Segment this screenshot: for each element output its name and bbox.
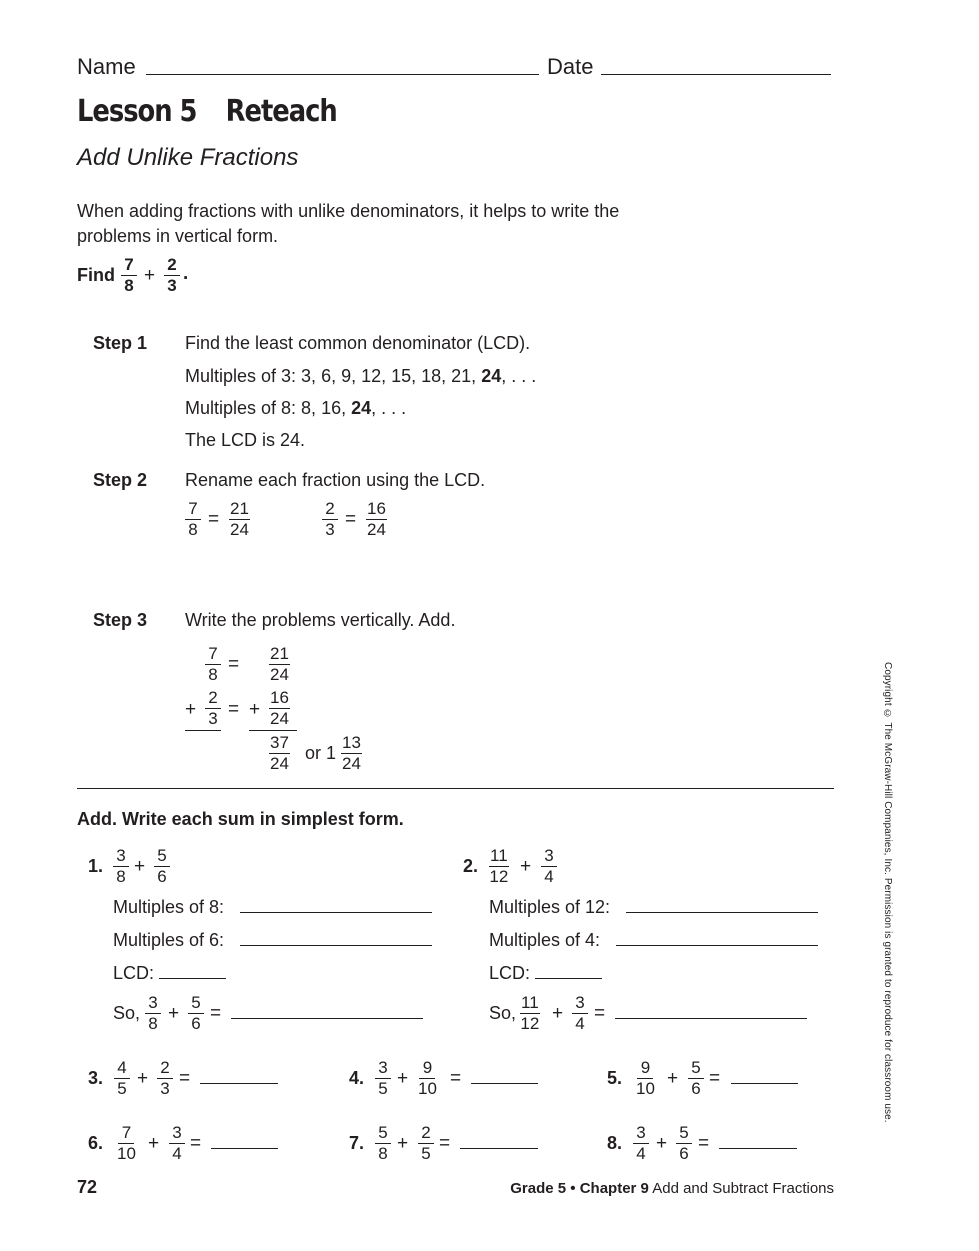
p1-fraction-b: $\frac{5}{6}$ <box>154 847 170 886</box>
p4-fraction-a: $\frac{3}{5}$ <box>375 1059 391 1098</box>
date-label: Date <box>547 54 594 79</box>
find-plus: + <box>144 265 156 286</box>
p1-so-fraction-a: $\frac{3}{8}$ <box>145 994 161 1033</box>
problem-7-number: 7. <box>349 1133 365 1153</box>
step2-fraction-21-24: $\frac{21}{24}$ <box>230 499 249 539</box>
p2-lcd-label: LCD: <box>489 963 531 983</box>
step3-fraction-7-8: $\frac{7}{8}$ <box>205 645 221 684</box>
p3-answer-field[interactable] <box>200 1083 278 1084</box>
find-fraction-2-3: $\frac{2}{3}$ <box>164 256 180 295</box>
step2-fraction-16-24: $\frac{16}{24}$ <box>367 499 386 539</box>
p1-plus: + <box>134 856 146 877</box>
sum-line-left <box>185 730 221 731</box>
p3-plus: + <box>137 1068 149 1089</box>
step3-fraction-13-24: $\frac{13}{24}$ <box>342 733 361 773</box>
p3-equals: = <box>179 1068 191 1089</box>
p7-fraction-a: $\frac{5}{8}$ <box>375 1124 391 1163</box>
section-divider <box>77 788 834 789</box>
p5-fraction-b: $\frac{5}{6}$ <box>688 1059 704 1098</box>
p5-plus: + <box>667 1068 679 1089</box>
p5-answer-field[interactable] <box>731 1083 798 1084</box>
p2-answer-field[interactable] <box>615 1018 807 1019</box>
p7-fraction-b: $\frac{2}{5}$ <box>418 1124 434 1163</box>
step3-or-1: or 1 <box>305 743 337 763</box>
p4-plus: + <box>397 1068 409 1089</box>
step3-fraction-2-3: $\frac{2}{3}$ <box>205 689 221 728</box>
p2-multiples-12-label: Multiples of 12: <box>489 897 611 917</box>
p2-so-fraction-a: $\frac{11}{12}$ <box>520 993 540 1033</box>
p1-multiples-6-label: Multiples of 6: <box>113 930 225 950</box>
p8-plus: + <box>656 1133 668 1154</box>
reteach-label: Reteach <box>225 94 337 129</box>
p7-plus: + <box>397 1133 409 1154</box>
p2-so-fraction-b: $\frac{3}{4}$ <box>572 994 588 1033</box>
exercise-instruction: Add. Write each sum in simplest form. <box>77 809 404 829</box>
name-field[interactable] <box>146 74 539 75</box>
p1-lcd-field[interactable] <box>159 978 226 979</box>
p2-multiples-12-field[interactable] <box>626 912 818 913</box>
copyright-notice: Copyright © The McGraw-Hill Companies, Inc. Permission is granted to reproduce for classroom use. <box>882 662 893 1123</box>
step3-equals-2: = <box>228 699 240 720</box>
step3-plus-1: + <box>185 699 197 720</box>
p1-multiples-8-label: Multiples of 8: <box>113 897 225 917</box>
p5-equals: = <box>709 1068 721 1089</box>
step3-fraction-21-24: $\frac{21}{24}$ <box>270 644 289 684</box>
footer-chapter-info: Grade 5 • Chapter 9 Add and Subtract Fractions <box>510 1180 834 1197</box>
page-number: 72 <box>77 1177 98 1197</box>
lesson-label: Lesson 5 <box>77 94 197 129</box>
step-1-label: Step 1 <box>93 333 148 353</box>
p8-answer-field[interactable] <box>719 1148 797 1149</box>
p1-so-label: So, <box>113 1003 141 1023</box>
p2-multiples-4-field[interactable] <box>616 945 818 946</box>
step-2-label: Step 2 <box>93 470 148 490</box>
p2-so-equals: = <box>594 1003 606 1024</box>
p2-lcd-field[interactable] <box>535 978 602 979</box>
step2-fraction-2-3: $\frac{2}{3}$ <box>322 500 338 539</box>
step3-fraction-37-24: $\frac{37}{24}$ <box>270 733 289 773</box>
p8-fraction-b: $\frac{5}{6}$ <box>676 1124 692 1163</box>
p2-fraction-a: $\frac{11}{12}$ <box>489 846 509 886</box>
problem-6-number: 6. <box>88 1133 104 1153</box>
p2-plus: + <box>520 856 532 877</box>
p6-fraction-a: $\frac{7}{10}$ <box>117 1123 136 1163</box>
step-1-line-3: Multiples of 8: 8, 16, 24, . . . <box>185 398 407 418</box>
problem-2-number: 2. <box>463 856 479 876</box>
p4-answer-field[interactable] <box>471 1083 538 1084</box>
p4-fraction-b: $\frac{9}{10}$ <box>418 1058 437 1098</box>
find-label: Find <box>77 265 115 285</box>
p1-so-plus: + <box>168 1003 180 1024</box>
page-title <box>77 94 337 129</box>
p3-fraction-a: $\frac{4}{5}$ <box>114 1059 130 1098</box>
step-3-line-1: Write the problems vertically. Add. <box>185 610 456 630</box>
step2-equals-2: = <box>345 509 357 530</box>
p1-fraction-a: $\frac{3}{8}$ <box>113 847 129 886</box>
problem-1-number: 1. <box>88 856 104 876</box>
step3-fraction-16-24: $\frac{16}{24}$ <box>270 688 289 728</box>
p7-equals: = <box>439 1133 451 1154</box>
p1-so-fraction-b: $\frac{5}{6}$ <box>188 994 204 1033</box>
step-1-line-1: Find the least common denominator (LCD). <box>185 333 531 353</box>
sum-line-right <box>249 730 297 731</box>
problem-8-number: 8. <box>607 1133 623 1153</box>
intro-line-1: When adding fractions with unlike denominators, it helps to write the <box>77 201 620 221</box>
p3-fraction-b: $\frac{2}{3}$ <box>157 1059 173 1098</box>
p2-fraction-b: $\frac{3}{4}$ <box>541 847 557 886</box>
step2-fraction-7-8: $\frac{7}{8}$ <box>185 500 201 539</box>
intro-line-2: problems in vertical form. <box>77 226 279 246</box>
p6-fraction-b: $\frac{3}{4}$ <box>169 1124 185 1163</box>
p5-fraction-a: $\frac{9}{10}$ <box>636 1058 655 1098</box>
p2-multiples-4-label: Multiples of 4: <box>489 930 601 950</box>
step-1-line-2: Multiples of 3: 3, 6, 9, 12, 15, 18, 21, 24, . . . <box>185 366 537 386</box>
step2-equals-1: = <box>208 509 220 530</box>
find-fraction-7-8: $\frac{7}{8}$ <box>121 256 137 295</box>
problem-4-number: 4. <box>349 1068 365 1088</box>
p1-lcd-label: LCD: <box>113 963 155 983</box>
p1-multiples-6-field[interactable] <box>240 945 432 946</box>
p2-so-plus: + <box>552 1003 564 1024</box>
find-period: . <box>183 263 189 284</box>
p1-so-equals: = <box>210 1003 222 1024</box>
p1-answer-field[interactable] <box>231 1018 423 1019</box>
p2-so-label: So, <box>489 1003 517 1023</box>
p8-fraction-a: $\frac{3}{4}$ <box>633 1124 649 1163</box>
p8-equals: = <box>698 1133 710 1154</box>
p6-plus: + <box>148 1133 160 1154</box>
p6-equals: = <box>190 1133 202 1154</box>
page-subtitle: Add Unlike Fractions <box>77 144 299 171</box>
step-2-line-1: Rename each fraction using the LCD. <box>185 470 486 490</box>
step3-plus-2: + <box>249 699 261 720</box>
date-field[interactable] <box>601 74 831 75</box>
step-3-label: Step 3 <box>93 610 148 630</box>
p6-answer-field[interactable] <box>211 1148 278 1149</box>
step-1-line-4: The LCD is 24. <box>185 430 306 450</box>
problem-5-number: 5. <box>607 1068 623 1088</box>
problem-3-number: 3. <box>88 1068 104 1088</box>
name-label: Name <box>77 54 136 79</box>
step3-equals-1: = <box>228 654 240 675</box>
p4-equals: = <box>450 1068 462 1089</box>
p7-answer-field[interactable] <box>460 1148 538 1149</box>
p1-multiples-8-field[interactable] <box>240 912 432 913</box>
